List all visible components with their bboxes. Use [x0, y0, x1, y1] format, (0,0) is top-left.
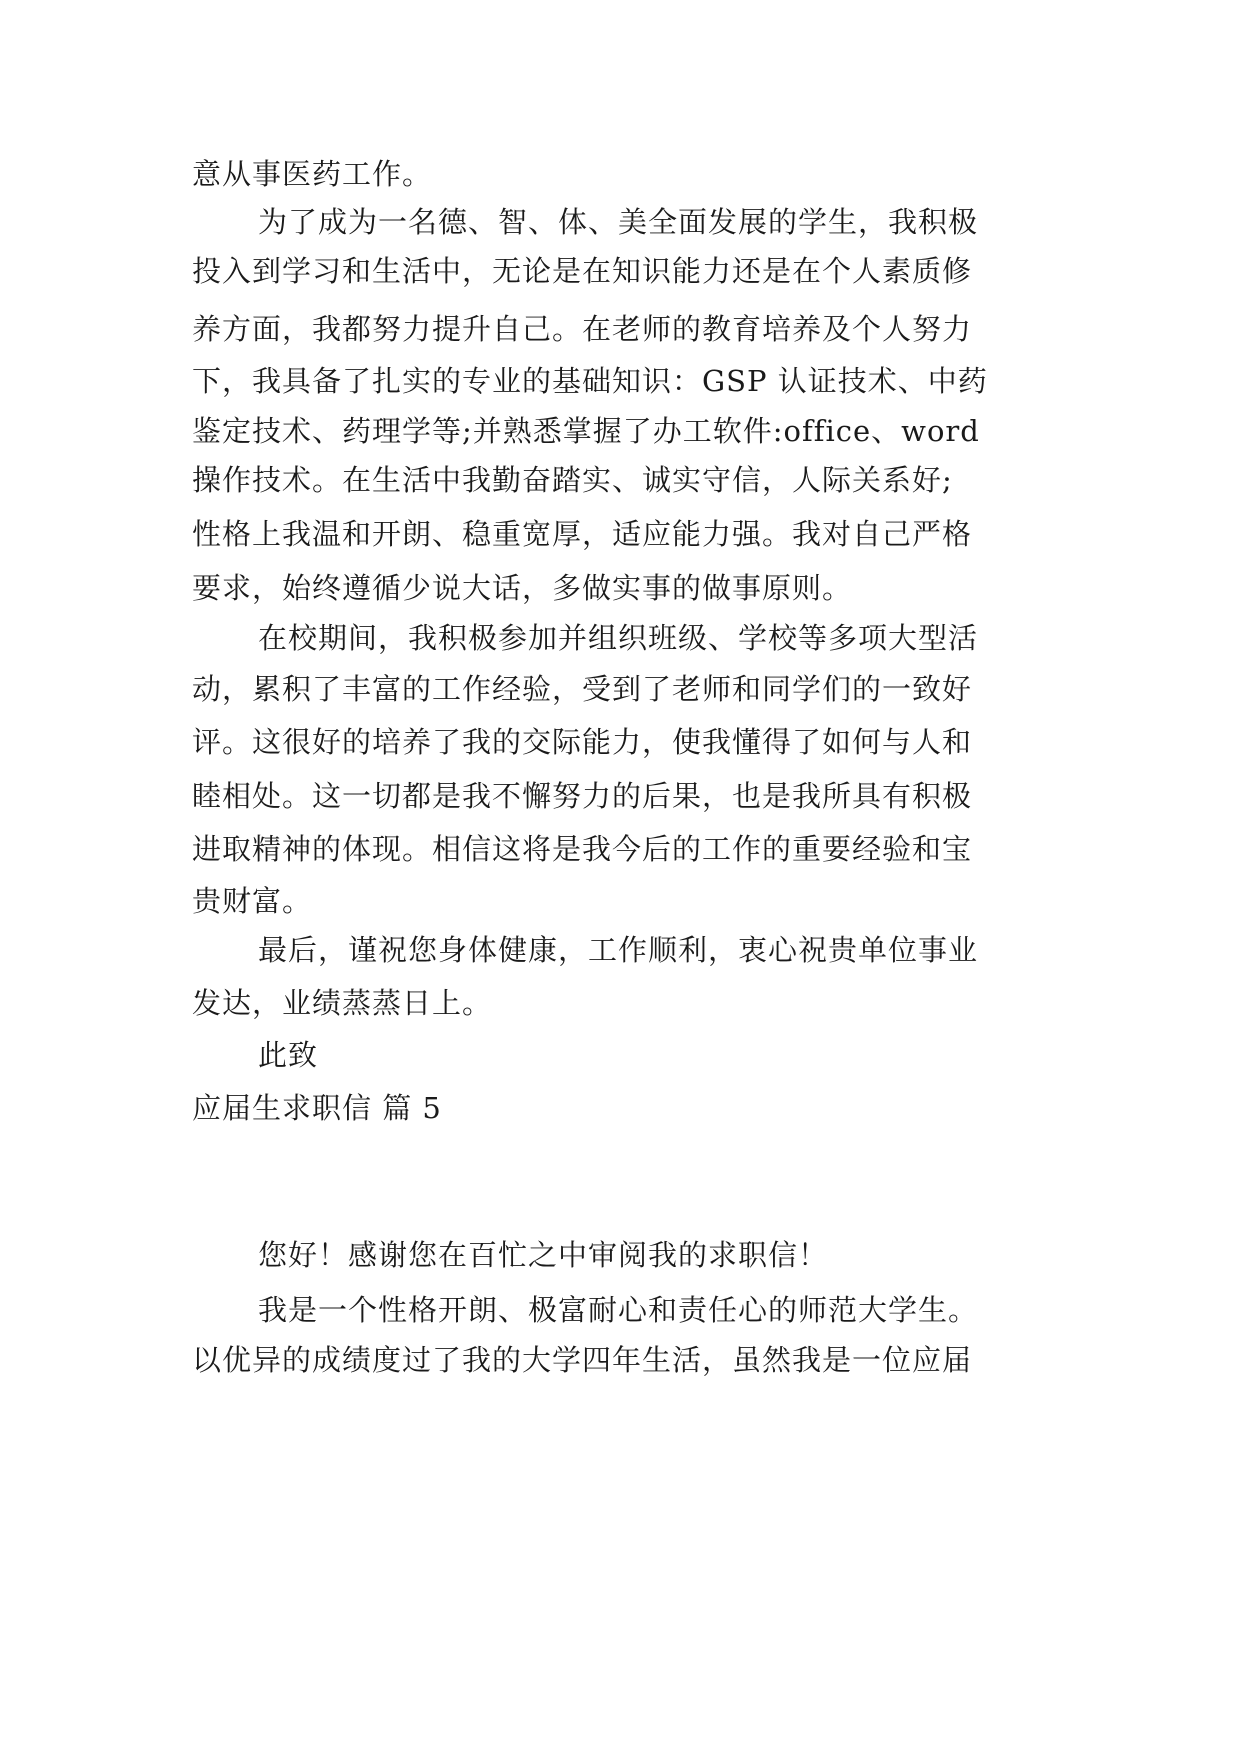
text-line: 贵财富。	[192, 884, 313, 918]
text-line: 评。这很好的培养了我的交际能力，使我懂得了如何与人和	[192, 725, 973, 759]
section-heading: 应届生求职信 篇 5	[192, 1091, 442, 1125]
text-line: 进取精神的体现。相信这将是我今后的工作的重要经验和宝	[192, 832, 973, 866]
text-line: 养方面，我都努力提升自己。在老师的教育培养及个人努力	[192, 312, 973, 346]
text-line: 要求，始终遵循少说大话，多做实事的做事原则。	[192, 571, 853, 605]
paragraph-start-line: 我是一个性格开朗、极富耐心和责任心的师范大学生。	[258, 1293, 979, 1327]
text-line: 下，我具备了扎实的专业的基础知识：GSP 认证技术、中药	[192, 364, 988, 398]
text-line: 鉴定技术、药理学等;并熟悉掌握了办工软件:office、word	[192, 414, 980, 448]
text-line: 操作技术。在生活中我勤奋踏实、诚实守信，人际关系好;	[192, 463, 953, 497]
paragraph-start-line: 为了成为一名德、智、体、美全面发展的学生，我积极	[258, 205, 979, 239]
text-line: 性格上我温和开朗、稳重宽厚，适应能力强。我对自己严格	[192, 517, 973, 551]
text-line: 发达，业绩蒸蒸日上。	[192, 986, 493, 1020]
text-line: 意从事医药工作。	[192, 157, 433, 191]
paragraph-start-line: 最后，谨祝您身体健康，工作顺利，衷心祝贵单位事业	[258, 933, 979, 967]
text-line: 动，累积了丰富的工作经验，受到了老师和同学们的一致好	[192, 672, 973, 706]
text-line: 投入到学习和生活中，无论是在知识能力还是在个人素质修	[192, 254, 973, 288]
text-line: 以优异的成绩度过了我的大学四年生活，虽然我是一位应届	[192, 1343, 973, 1377]
closing-salutation: 此致	[258, 1038, 319, 1072]
paragraph-start-line: 在校期间，我积极参加并组织班级、学校等多项大型活	[258, 621, 979, 655]
greeting-line: 您好！感谢您在百忙之中审阅我的求职信！	[258, 1238, 829, 1272]
text-line: 睦相处。这一切都是我不懈努力的后果，也是我所具有积极	[192, 779, 973, 813]
